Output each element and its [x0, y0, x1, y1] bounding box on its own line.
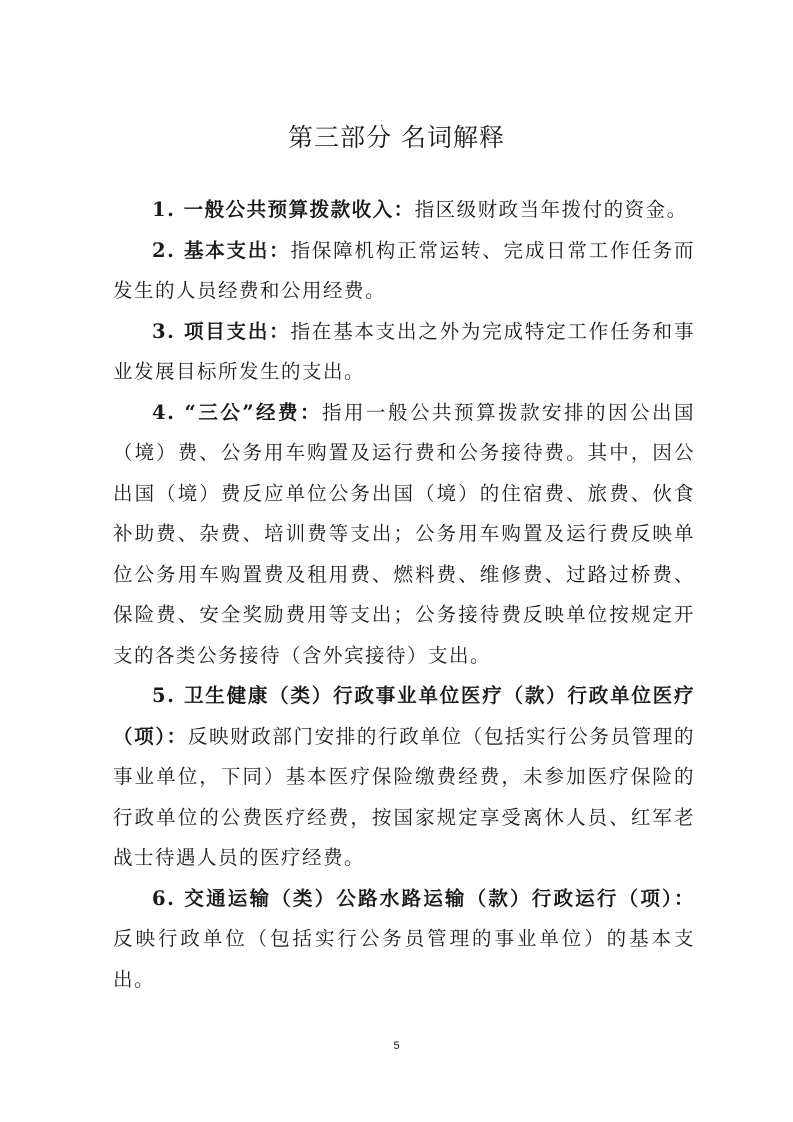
- definition-transport-administrative-operation: [113, 879, 695, 1001]
- definition-project-expenditure: [113, 312, 695, 393]
- definition-general-budget-revenue: [113, 190, 695, 231]
- definition-term: 2. 基本支出：: [152, 238, 291, 262]
- definition-term: 1. 一般公共预算拨款收入：: [152, 198, 415, 221]
- definition-term: 5. 卫生健康（类）行政事业单位医疗（款）行政单位医疗（项）：: [113, 684, 695, 748]
- page-title: 第三部分 名词解释: [288, 123, 505, 152]
- page-number: 5: [393, 1040, 400, 1052]
- definition-basic-expenditure: [113, 231, 695, 312]
- definitions-list: [113, 190, 695, 1000]
- definition-term: 6. 交通运输（类）公路水路运输（款）行政运行（项）：: [152, 886, 695, 910]
- definition-text: 反映财政部门安排的行政单位（包括实行公务员管理的事业单位，下同）基本医疗保险缴费经费，未参加医疗保险的行政单位的公费医疗经费，按国家规定享受离休人员、红军老战士待遇人员的医疗经费。: [113, 724, 695, 869]
- definition-text: 指在基本支出之外为完成特定工作任务和事业发展目标所发生的支出。: [113, 319, 695, 383]
- definition-administrative-medical: [113, 676, 695, 879]
- definition-term: 3. 项目支出：: [152, 319, 291, 343]
- definition-text: 指保障机构正常运转、完成日常工作任务而发生的人员经费和公用经费。: [113, 238, 695, 302]
- definition-text: 反映行政单位（包括实行公务员管理的事业单位）的基本支出。: [113, 927, 695, 991]
- definition-text: 指区级财政当年拨付的资金。: [414, 198, 688, 221]
- definition-three-public-expenses: [113, 393, 695, 677]
- definition-text: 指用一般公共预算拨款安排的因公出国（境）费、公务用车购置及运行费和公务接待费。其中，因公出国（境）费反应单位公务出国（境）的住宿费、旅费、伙食补助费、杂费、培训费等支出；公务用车购置及运行费反映单位公务用车购置费及租用费、燃料费、维修费、过路过桥费、保险费、安全奖励费用等支出；公务接待费反映单位按规定开支的各类公务接待（含外宾接待）支出。: [113, 400, 695, 667]
- definition-term: 4. “三公”经费：: [152, 400, 323, 424]
